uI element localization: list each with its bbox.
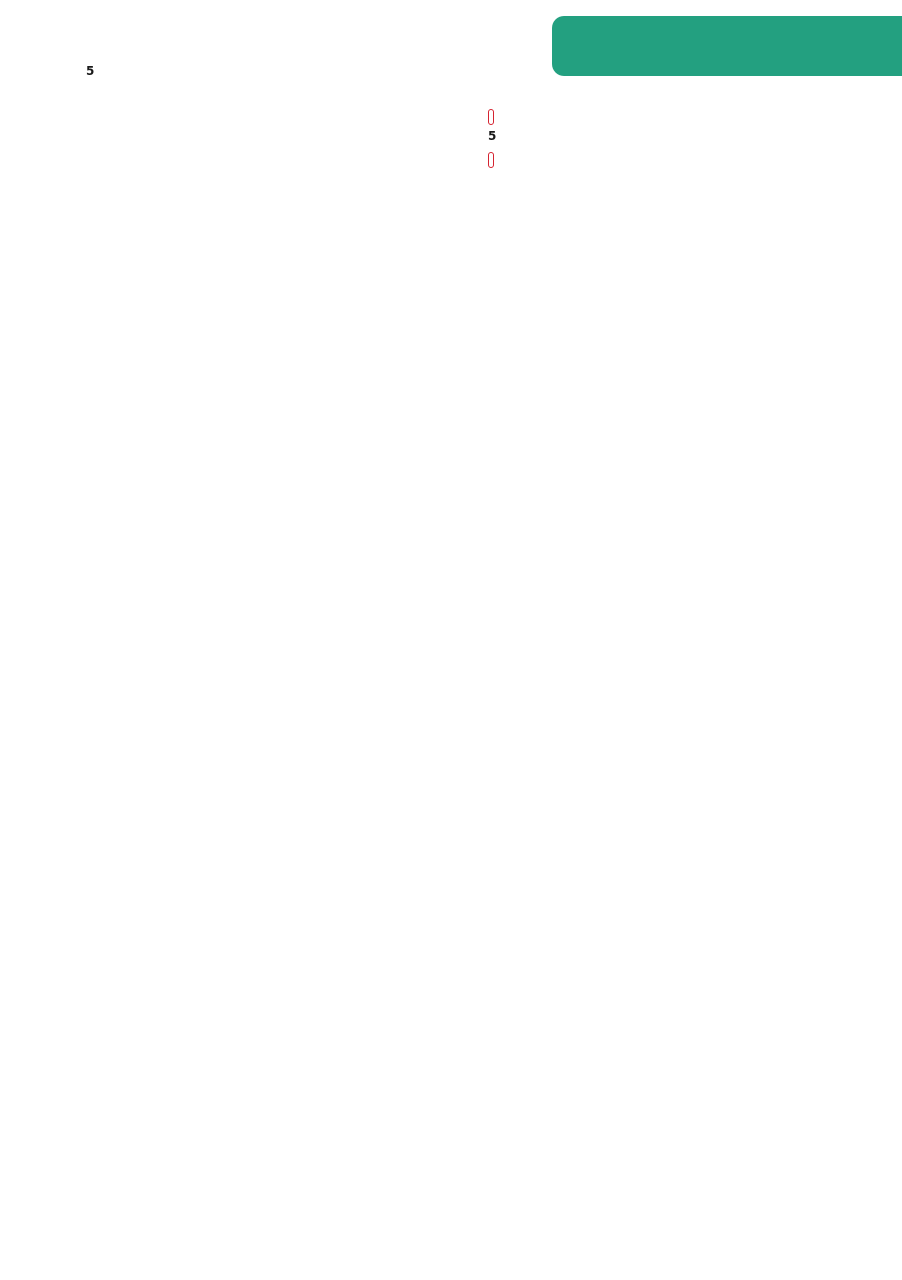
unit9-question-5 (86, 64, 458, 80)
fish-title (488, 153, 860, 169)
u12-q5-number: 5 (488, 128, 497, 143)
right-column (488, 100, 860, 169)
story-title (488, 110, 860, 126)
q5-number: 5 (86, 64, 95, 78)
unit12-answer-5 (488, 129, 860, 145)
left-column (86, 46, 458, 86)
answers-banner (552, 16, 902, 76)
